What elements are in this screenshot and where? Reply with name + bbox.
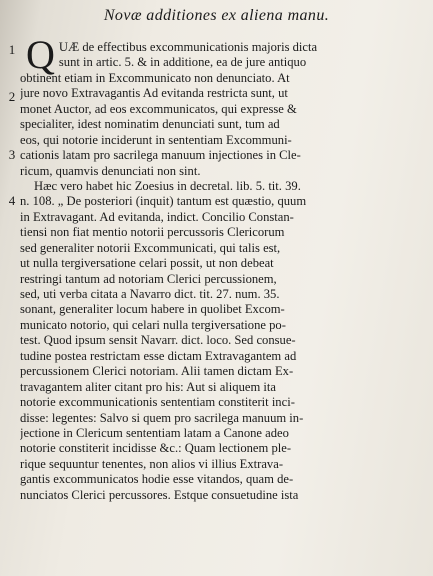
text-line: monet Auctor, ad eos excommunicatos, qui expresse & bbox=[20, 101, 297, 116]
text-line: notorie constiterit incidisse &c.: Quam lectionem ple- bbox=[20, 441, 292, 456]
text-line: tudine postea restrictam esse dictam Extravagantem ad bbox=[20, 348, 297, 363]
text-line: notorie excommunicationis sententiam constiterit inci- bbox=[20, 395, 295, 410]
text-line: nunciatos Clerici percussores. Estque consuetudine ista bbox=[20, 487, 299, 502]
margin-number-4: 4 bbox=[8, 193, 16, 208]
drop-cap: Q bbox=[26, 32, 55, 77]
text-line: ricum, quamvis denunciati non sint. bbox=[20, 163, 201, 178]
text-line: restringi tantum ad notoriam Clerici percussionem, bbox=[20, 271, 277, 286]
text-line: disse: legentes: Salvo si quem pro sacrilega manuum in- bbox=[20, 410, 304, 425]
text-line: UÆ de effectibus excommunicationis majoris dicta bbox=[58, 40, 318, 54]
page-header: Novæ additiones ex aliena manu. bbox=[103, 7, 330, 24]
text-line: in Extravagant. Ad evitanda, indict. Concilio Constan- bbox=[20, 209, 294, 224]
text-line: eos, qui notorie inciderunt in sententiam Excommuni- bbox=[20, 132, 292, 147]
text-line: sunt in artic. 5. & in additione, ea de jure antiquo bbox=[58, 55, 307, 70]
text-line: specialiter, idest nominatim denunciati sunt, tum ad bbox=[20, 117, 280, 132]
text-line: Hæc vero habet hic Zoesius in decretal. lib. 5. tit. 39. bbox=[34, 178, 301, 193]
text-line: ut nulla tergiversatione celari possit, ut non debeat bbox=[20, 256, 274, 271]
body-text bbox=[20, 32, 428, 503]
text-line: n. 108. „ De posteriori (inquit) tantum est quæstio, quum bbox=[20, 194, 307, 209]
text-line: rique sequuntur tenentes, non alios vi illius Extrava- bbox=[20, 456, 284, 471]
text-line: test. Quod ipsum sensit Navarr. dict. loco. Sed consue- bbox=[20, 333, 296, 348]
text-line: gantis excommunicatos hodie esse vitandos, quam de- bbox=[20, 472, 294, 487]
text-line: percussionem Clerici notoriam. Alii tamen dictam Ex- bbox=[20, 364, 294, 379]
text-line: sed generaliter notorii Excommunicati, qui talis est, bbox=[20, 240, 281, 255]
text-line: sed, uti verba citata a Navarro dict. tit. 27. num. 35. bbox=[20, 287, 280, 301]
text-line: cationis latam pro sacrilega manuum injectiones in Cle- bbox=[20, 148, 301, 163]
margin-number-2: 2 bbox=[8, 89, 16, 104]
text-line: jectione in Clericum sententiam latam a Canone adeo bbox=[20, 425, 289, 440]
text-line: sonant, generaliter locum habere in quolibet Excom- bbox=[20, 302, 285, 317]
margin-number-1: 1 bbox=[8, 42, 16, 57]
text-line: travagantem aliter citant pro his: Aut si aliquem ita bbox=[20, 379, 277, 394]
margin-number-3: 3 bbox=[8, 147, 16, 162]
text-line: municato notorio, qui celari nulla tergiversatione po- bbox=[20, 317, 286, 332]
text-line: tiensi non fiat mentio notorii percussoris Clericorum bbox=[20, 225, 285, 240]
text-line: jure novo Extravagantis Ad evitanda restricta sunt, ut bbox=[20, 86, 288, 101]
text-line: obtinent etiam in Excommunicato non denunciato. At bbox=[20, 70, 290, 85]
